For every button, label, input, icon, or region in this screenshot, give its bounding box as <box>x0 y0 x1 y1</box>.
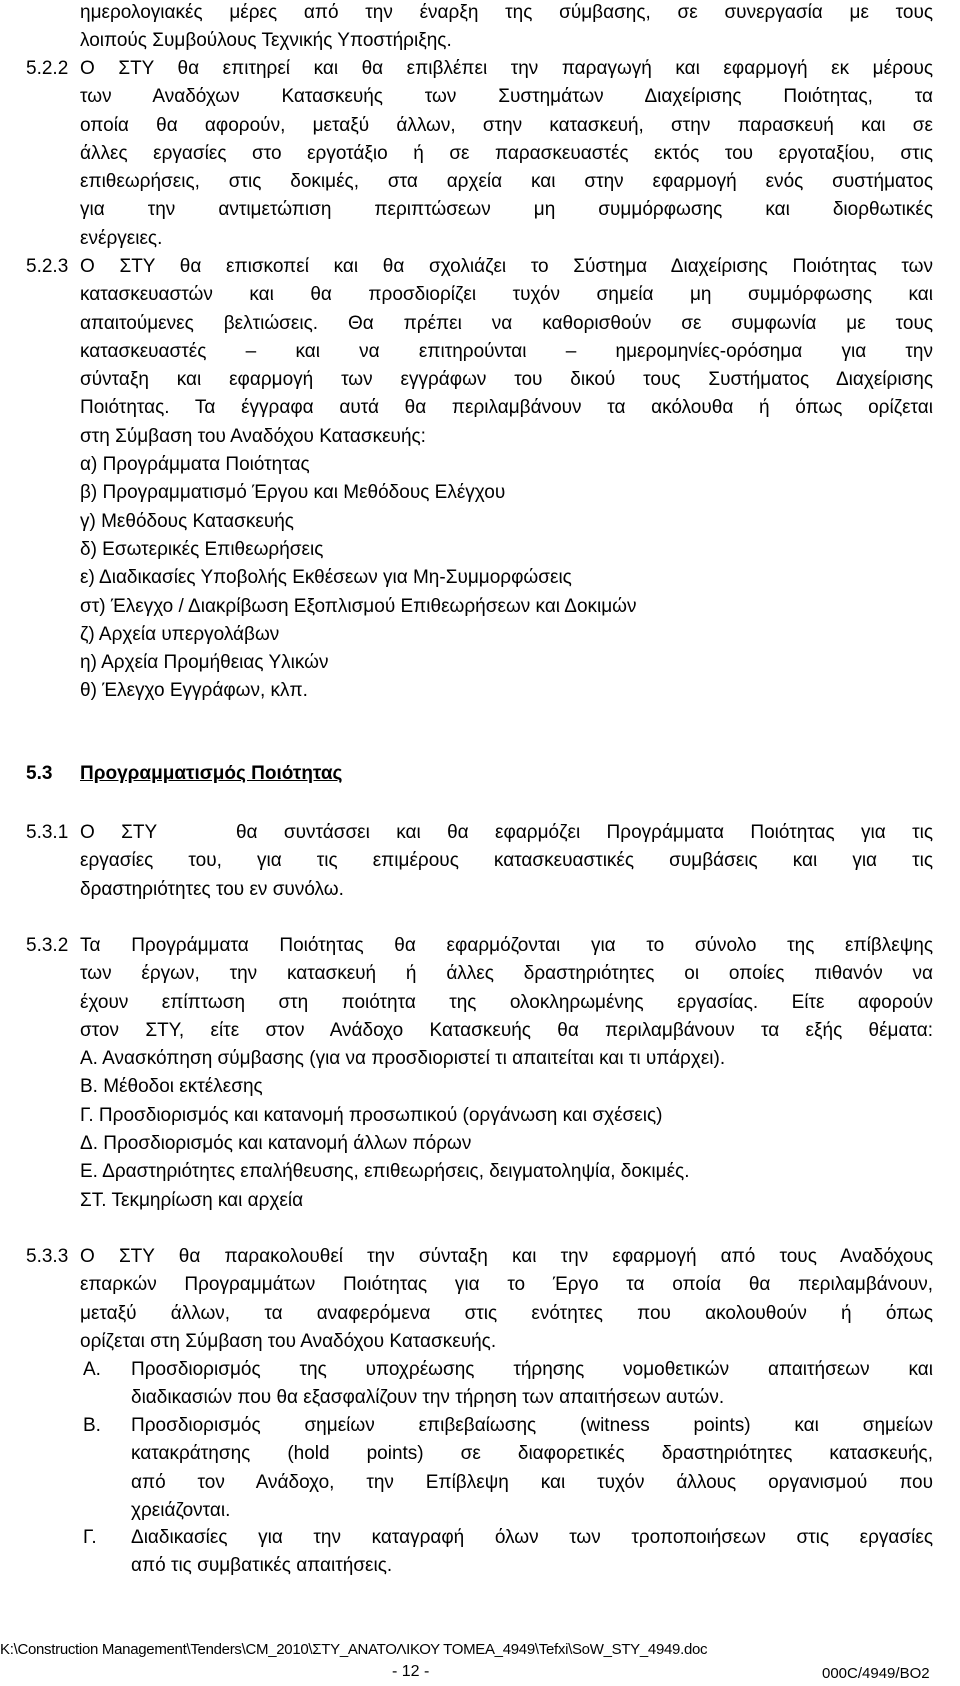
text-line: Προσδιορισμός σημείων επιβεβαίωσης (witness points) και σημείων <box>131 1415 933 1436</box>
text-line: ημερολογιακές μέρες από την έναρξη της σύμβασης, σε συνεργασία με τους <box>80 2 933 23</box>
text-line: κατασκευαστές – και να επιτηρούνται – ημερομηνίες-ορόσημα για την <box>80 340 933 362</box>
text-line: κατασκευαστών και θα προσδιορίζει τυχόν σημεία μη συμμόρφωσης και <box>80 284 933 306</box>
section-heading-5-3 <box>0 760 933 788</box>
footer-page-number: - 12 - <box>392 1663 430 1680</box>
list-item: Γ. Προσδιορισμός και κατανομή προσωπικού (οργάνωση και σχέσεις) <box>80 1104 663 1126</box>
heading-title: Προγραμματισμός Ποιότητας <box>80 763 343 784</box>
list-item: Ε. Δραστηριότητες επαλήθευσης, επιθεωρήσεις, δειγματοληψία, δοκιμές. <box>80 1161 690 1183</box>
text-line: έχουν επίπτωση στη ποιότητα της ολοκληρωμένης εργασίας. Είτε αφορούν <box>80 991 933 1013</box>
text-line: οποία θα αφορούν, μεταξύ άλλων, στην κατασκευή, στην παρασκευή και σε <box>80 114 933 136</box>
text-line: χρειάζονται. <box>131 1499 231 1521</box>
section-number: 5.3.3 <box>26 1246 69 1267</box>
subitem-label: Β. <box>83 1415 101 1436</box>
section-number: 5.3.1 <box>26 822 69 843</box>
heading-number: 5.3 <box>26 763 53 784</box>
list-item: ΣΤ. Τεκμηρίωση και αρχεία <box>80 1189 304 1211</box>
text-line: Ο ΣΤΥ θα επισκοπεί και θα σχολιάζει το Σύστημα Διαχείρισης Ποιότητας των <box>80 256 933 277</box>
text-line: απαιτούμενες βελτιώσεις. Θα πρέπει να καθορισθούν σε συμφωνία με τους <box>80 312 933 334</box>
text-line: εργασίες του, για τις επιμέρους κατασκευαστικές συμβάσεις και για τις <box>80 850 933 872</box>
text-line: για την αντιμετώπιση περιπτώσεων μη συμμόρφωσης και διορθωτικές <box>80 199 933 221</box>
subitem-label: Γ. <box>83 1527 97 1548</box>
text-line: των Αναδόχων Κατασκευής των Συστημάτων Διαχείρισης Ποιότητας, τα <box>80 86 933 108</box>
list-item: θ) Έλεγχο Εγγράφων, κλπ. <box>80 680 308 702</box>
list-item: Α. Ανασκόπηση σύμβασης (για να προσδιοριστεί τι απαιτείται και τι υπάρχει). <box>80 1048 726 1070</box>
text-line: κατακράτησης (hold points) σε διαφορετικές δραστηριότητες κατασκευής, <box>131 1443 933 1465</box>
text-line: ενέργειες. <box>80 227 163 249</box>
text-line: μεταξύ άλλων, τα αναφερόμενα στις ενότητες που ακολουθούν ή όπως <box>80 1302 933 1324</box>
text-line: διαδικασιών που θα εξασφαλίζουν την τήρηση των απαιτήσεων αυτών. <box>131 1387 725 1409</box>
list-item: γ) Μεθόδους Κατασκευής <box>80 510 294 532</box>
text-line: επιθεωρήσεις, στις δοκιμές, στα αρχεία και στην εφαρμογή ενός συστήματος <box>80 171 933 193</box>
text-line: επαρκών Προγραμμάτων Ποιότητας για το Έργο τα οποία θα περιλαμβάνουν, <box>80 1274 933 1296</box>
text-line: των έργων, την κατασκευή ή άλλες δραστηριότητες οι οποίες πιθανόν να <box>80 963 933 985</box>
text-line: Ποιότητας. Τα έγγραφα αυτά θα περιλαμβάνουν τα ακόλουθα ή όπως ορίζεται <box>80 397 933 419</box>
text-line: Ο ΣΤΥ θα επιτηρεί και θα επιβλέπει την παραγωγή και εφαρμογή εκ μέρους <box>80 58 933 79</box>
list-item: ζ) Αρχεία υπεργολάβων <box>80 623 280 645</box>
footer-file-path: K:\Construction Management\Tenders\CM_2010\ΣΤΥ_ΑΝΑΤΟΛΙΚΟΥ ΤΟΜΕΑ_4949\Tefxi\SoW_STY_4949.doc <box>0 1641 708 1658</box>
list-item: Β. Μέθοδοι εκτέλεσης <box>80 1076 263 1098</box>
list-item: ε) Διαδικασίες Υποβολής Εκθέσεων για Μη-Συμμορφώσεις <box>80 567 572 589</box>
text-line: Διαδικασίες για την καταγραφή όλων των τροποποιήσεων στις εργασίες <box>131 1527 933 1548</box>
text-line: Προσδιορισμός της υποχρέωσης τήρησης νομοθετικών απαιτήσεων και <box>131 1359 933 1380</box>
text-line: Τα Προγράμματα Ποιότητας θα εφαρμόζονται για το σύνολο της επίβλεψης <box>80 935 933 956</box>
list-item: α) Προγράμματα Ποιότητας <box>80 454 310 476</box>
text-line: άλλες εργασίες στο εργοτάξιο ή σε παρασκευαστές εκτός του εργοταξίου, στις <box>80 142 933 164</box>
subitem-label: Α. <box>83 1359 101 1380</box>
section-number: 5.2.3 <box>26 256 69 277</box>
text-line: Ο ΣΤΥ θα παρακολουθεί την σύνταξη και την εφαρμογή από τους Αναδόχους <box>80 1246 933 1267</box>
text-line: στη Σύμβαση του Αναδόχου Κατασκευής: <box>80 425 426 447</box>
text-line: δραστηριότητες του εν συνόλω. <box>80 878 344 900</box>
text-line: σύνταξη και εφαρμογή των εγγράφων του δικού τους Συστήματος Διαχείρισης <box>80 369 933 391</box>
list-item: η) Αρχεία Προμήθειας Υλικών <box>80 652 329 674</box>
text-line: από τις συμβατικές απαιτήσεις. <box>131 1555 393 1577</box>
list-item: β) Προγραμματισμό Έργου και Μεθόδους Ελέγχου <box>80 482 506 504</box>
text-line: στον ΣΤΥ, είτε στον Ανάδοχο Κατασκευής θα περιλαμβάνουν τα εξής θέματα: <box>80 1019 933 1041</box>
list-item: στ) Έλεγχο / Διακρίβωση Εξοπλισμού Επιθεωρήσεων και Δοκιμών <box>80 595 637 617</box>
footer-document-code: 000C/4949/BO2 <box>822 1665 930 1682</box>
section-number: 5.2.2 <box>26 58 69 79</box>
text-line: Ο ΣΤΥ θα συντάσσει και θα εφαρμόζει Προγράμματα Ποιότητας για τις <box>80 822 933 843</box>
text-line: από τον Ανάδοχο, την Επίβλεψη και τυχόν άλλους οργανισμού που <box>131 1471 933 1493</box>
text-line: λοιπούς Συμβούλους Τεχνικής Υποστήριξης. <box>80 30 452 52</box>
text-line: ορίζεται στη Σύμβαση του Αναδόχου Κατασκευής. <box>80 1330 497 1352</box>
section-number: 5.3.2 <box>26 935 69 956</box>
list-item: δ) Εσωτερικές Επιθεωρήσεις <box>80 538 324 560</box>
list-item: Δ. Προσδιορισμός και κατανομή άλλων πόρων <box>80 1133 472 1155</box>
